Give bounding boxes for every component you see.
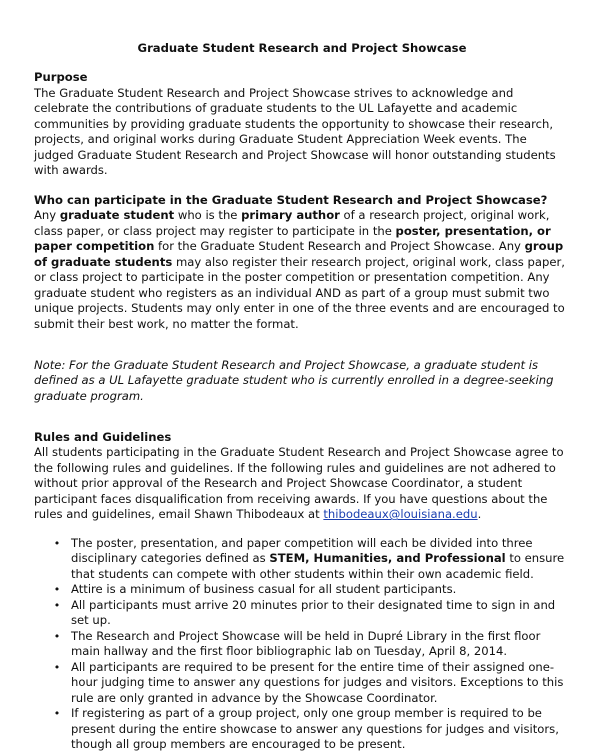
rules-list [34, 536, 566, 753]
eligibility-note: Note: For the Graduate Student Research and Project Showcase, a graduate student is defined as a UL Lafayette graduate student who is currently enrolled in a degree-seeking graduate program. [34, 357, 554, 403]
rule-text: to ensure that students can compete with other students within their own academic field. [71, 551, 565, 581]
rule-text: All participants must arrive 20 minutes prior to their designated time to sign in and set up. [71, 597, 556, 628]
list-item [53, 659, 566, 707]
list-item [53, 582, 566, 598]
who-text-part: may also register their research project, original work, class paper, or class project to participate in the poster competition or presentation competition. Any graduate student who registers as an individual AND as part of a group must submit two unique projects. Students may only enter in one of the three events and are encouraged to submit their best work, no matter the format. [34, 254, 565, 331]
rules-intro [34, 445, 566, 523]
bullet-icon: • [53, 629, 61, 643]
contact-email-link[interactable]: thibodeaux@louisiana.edu [323, 507, 478, 522]
bullet-icon: • [53, 536, 61, 550]
list-item [53, 628, 566, 660]
bullet-icon: • [53, 598, 61, 612]
who-text-part: who is the [174, 208, 242, 222]
rules-intro-text: All students participating in the Graduate Student Research and Project Showcase agree to the following rules and guidelines. If the following rules and guidelines are not adhered to without prior approval of the Research and Project Showcase Coordinator, a student participant faces disqualification from receiving awards. If you have questions about the rules and guidelines, email Shawn Thibodeaux at [34, 445, 564, 522]
rule-text: Attire is a minimum of business casual for all student participants. [71, 582, 457, 597]
bullet-icon: • [53, 660, 61, 674]
purpose-section [34, 70, 566, 179]
who-bold-graduate-student: graduate student [59, 208, 175, 222]
list-item [53, 535, 566, 583]
who-section [34, 193, 566, 333]
rule-text: The Research and Project Showcase will be held in Dupré Library in the first floor main hallway and the first floor bibliographic lab on Tuesday, April 8, 2014. [71, 628, 541, 659]
document-title: Graduate Student Research and Project Showcase [137, 41, 467, 55]
rule-text: The poster, presentation, and paper competition will each be divided into three disciplinary categories defined as [71, 535, 533, 566]
list-item [53, 597, 566, 629]
purpose-heading: Purpose [34, 70, 88, 84]
who-bold-competition: poster, presentation, or paper competition [34, 223, 551, 253]
who-text-part: of a research project, original work, class paper, or class project may register to participate in the [34, 208, 550, 238]
rule-text: All participants are required to be present for the entire time of their assigned one-hour judging time to answer any questions for judges and visitors. Exceptions to this rule are only granted in advance by the Showcase Coordinator. [71, 659, 564, 705]
list-item [53, 706, 566, 753]
rule-bold-categories: STEM, Humanities, and Professional [269, 551, 506, 566]
bullet-icon: • [53, 707, 61, 721]
who-text-part: for the Graduate Student Research and Project Showcase. Any [154, 239, 525, 253]
who-bold-primary-author: primary author [241, 208, 340, 222]
who-bold-group: group of graduate students [34, 239, 564, 269]
purpose-text: The Graduate Student Research and Project Showcase strives to acknowledge and celebrate the contributions of graduate students to the UL Lafayette and academic communities by providing graduate students the opportunity to showcase their research, projects, and original works during Graduate Student Appreciation Week events. The judged Graduate Student Research and Project Showcase will honor outstanding students with awards. [34, 85, 556, 177]
rules-heading: Rules and Guidelines [34, 429, 172, 444]
rule-text: If registering as part of a group project, only one group member is required to be present during the entire showcase to answer any questions for judges and visitors, though all group members are encouraged to be present. [71, 706, 559, 752]
rules-intro-end: . [477, 507, 482, 522]
rules-section [34, 430, 566, 753]
who-text [34, 208, 566, 332]
who-heading: Who can participate in the Graduate Student Research and Project Showcase? [34, 192, 548, 207]
who-text-part: Any [34, 208, 60, 222]
bullet-icon: • [53, 583, 61, 597]
